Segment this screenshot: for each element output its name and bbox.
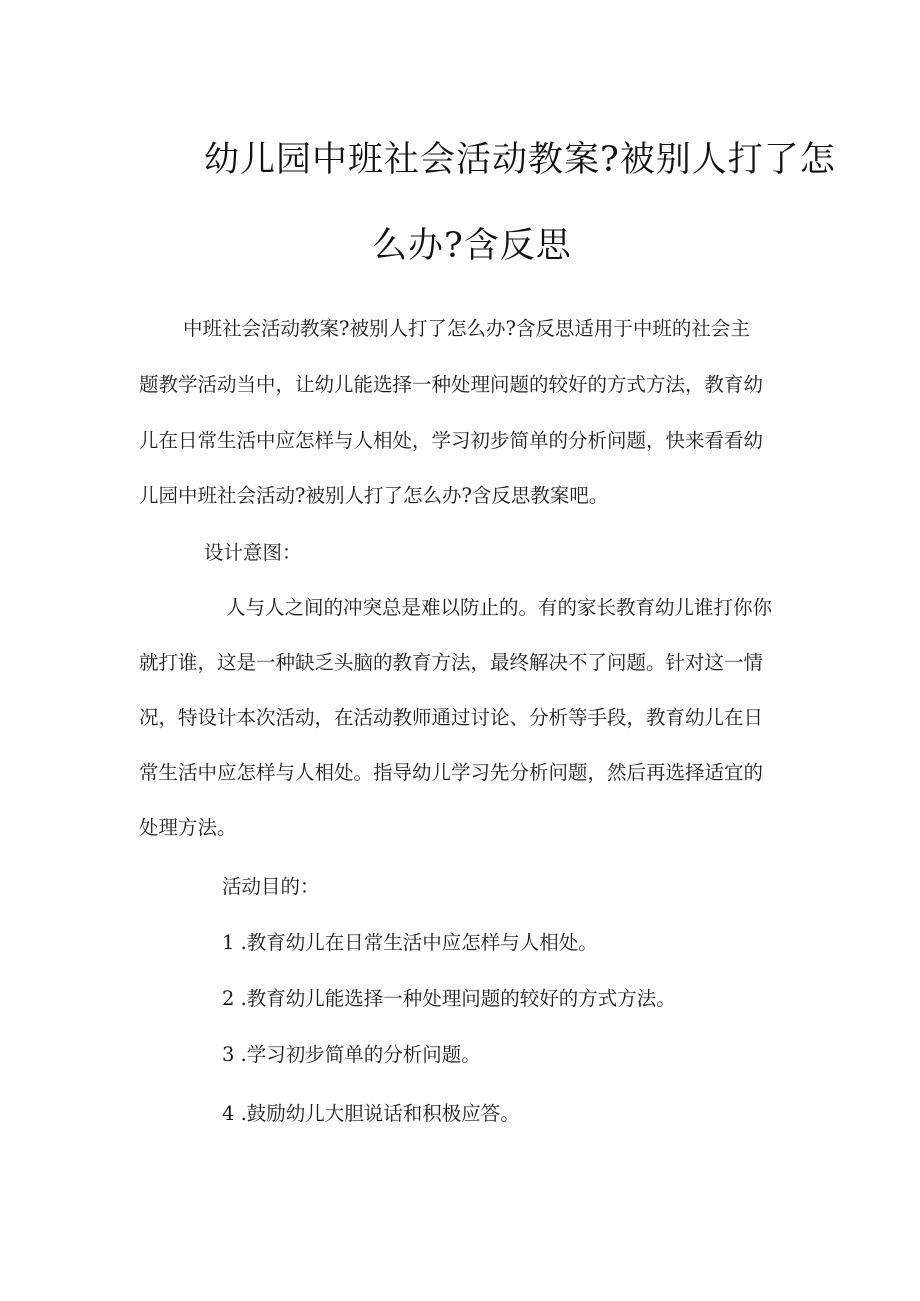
document-title-line-2: 么办?含反思 <box>372 226 572 266</box>
design-heading: 设计意图： <box>204 541 302 564</box>
goal-item: 4 .鼓励幼儿大胆说话和积极应答。 <box>222 1102 520 1125</box>
design-line: 况，特设计本次活动，在活动教师通过讨论、分析等手段，教育幼儿在日 <box>139 706 764 729</box>
document-title-line-1: 幼儿园中班社会活动教案?被别人打了怎 <box>204 140 836 180</box>
goal-item: 3 .学习初步简单的分析问题。 <box>222 1043 481 1066</box>
design-line: 常生活中应怎样与人相处。指导幼儿学习先分析问题，然后再选择适宜的 <box>139 761 764 784</box>
design-line: 人与人之间的冲突总是难以防止的。有的家长教育幼儿谁打你你 <box>226 596 773 619</box>
intro-line: 儿在日常生活中应怎样与人相处，学习初步简单的分析问题，快来看看幼 <box>139 429 764 452</box>
goal-item: 2 .教育幼儿能选择一种处理问题的较好的方式方法。 <box>222 987 676 1010</box>
design-line: 就打谁，这是一种缺乏头脑的教育方法，最终解决不了问题。针对这一情 <box>139 651 764 674</box>
intro-line: 儿园中班社会活动?被别人打了怎么办?含反思教案吧。 <box>139 484 609 507</box>
goal-item: 1 .教育幼儿在日常生活中应怎样与人相处。 <box>222 931 598 954</box>
intro-line: 题教学活动当中，让幼儿能选择一种处理问题的较好的方式方法，教育幼 <box>139 373 764 396</box>
goals-heading: 活动目的： <box>222 875 320 898</box>
design-line: 处理方法。 <box>139 816 237 839</box>
intro-line: 中班社会活动教案?被别人打了怎么办?含反思适用于中班的社会主 <box>183 317 750 340</box>
